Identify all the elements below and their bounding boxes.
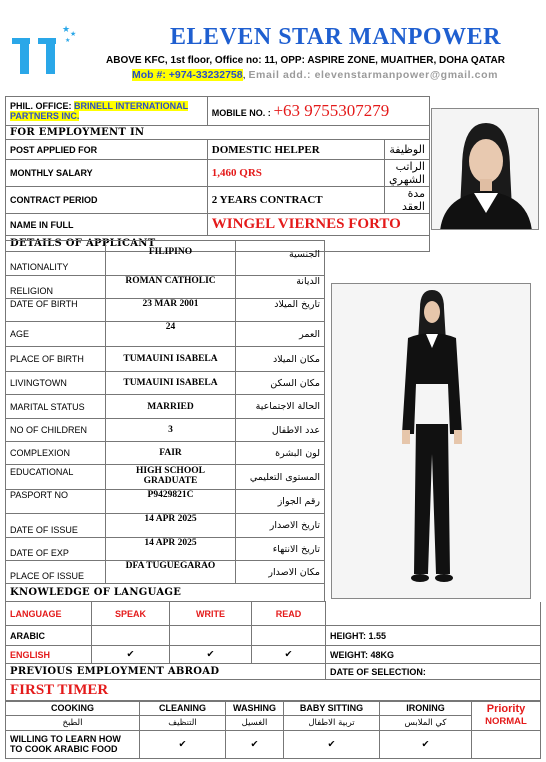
table-row: MARITAL STATUS MARRIED الحالة الاجتماعية bbox=[6, 395, 325, 419]
table-row: PASPORT NO P9429821C رقم الجواز bbox=[6, 490, 325, 514]
table-row: LANGUAGE SPEAK WRITE READ bbox=[6, 602, 541, 626]
priority-label: Priority bbox=[486, 703, 526, 716]
applicant-mobile: +63 9755307279 bbox=[273, 101, 390, 120]
table-row: PLACE OF BIRTH TUMAUINI ISABELA مكان الميلاد bbox=[6, 347, 325, 372]
svg-text:★: ★ bbox=[62, 24, 71, 34]
table-row: ENGLISH ✔ ✔ ✔ WEIGHT: 48KG bbox=[6, 646, 541, 664]
table-row: NO OF CHILDREN 3 عدد الاطفال bbox=[6, 419, 325, 442]
company-email: Email add.: elevenstarmanpower@gmail.com bbox=[248, 69, 499, 81]
table-row: DATE OF EXP 14 APR 2025 تاريخ الانتهاء bbox=[6, 538, 325, 561]
applicant-name: WINGEL VIERNES FORTO bbox=[207, 214, 429, 236]
employment-section-title: FOR EMPLOYMENT IN bbox=[6, 126, 430, 140]
mobile-label: MOBILE NO. : bbox=[211, 108, 271, 118]
table-row: COMPLEXION FAIR لون البشرة bbox=[6, 442, 325, 465]
table-row: POST APPLIED FOR DOMESTIC HELPER الوظيفة bbox=[6, 140, 430, 160]
svg-text:★: ★ bbox=[65, 38, 71, 44]
first-timer: FIRST TIMER bbox=[6, 680, 541, 702]
full-body-photo bbox=[331, 283, 531, 599]
table-row: DATE OF ISSUE 14 APR 2025 تاريخ الاصدار bbox=[6, 514, 325, 538]
table-row: WILLING TO LEARN HOW TO COOK ARABIC FOOD ✔ ✔ ✔ ✔ bbox=[6, 731, 541, 759]
table-row: RELIGION ROMAN CATHOLIC الديانة bbox=[6, 276, 325, 299]
table-row: DATE OF BIRTH 23 MAR 2001 تاريخ الميلاد bbox=[6, 299, 325, 322]
height-value: HEIGHT: 1.55 bbox=[326, 626, 541, 646]
employment-table bbox=[5, 96, 430, 252]
details-section-title: DETAILS OF APPLICANT bbox=[6, 236, 430, 252]
table-row: PLACE OF ISSUE DFA TUGUEGARAO مكان الاصدار bbox=[6, 561, 325, 584]
passport-photo bbox=[431, 108, 539, 230]
company-name: ELEVEN STAR MANPOWER bbox=[170, 24, 501, 50]
date-of-selection: DATE OF SELECTION: bbox=[326, 664, 541, 680]
priority-cell bbox=[472, 701, 541, 731]
mobile-cell bbox=[207, 97, 429, 126]
language-section-title: KNOWLEDGE OF LANGUAGE bbox=[6, 584, 325, 602]
company-logo bbox=[10, 22, 80, 76]
priority-value: NORMAL bbox=[485, 716, 527, 728]
table-row: LIVINGTOWN TUMAUINI ISABELA مكان السكن bbox=[6, 372, 325, 395]
table-row: CONTRACT PERIOD 2 YEARS CONTRACT مدة العقد bbox=[6, 187, 430, 214]
table-row: ARABIC HEIGHT: 1.55 bbox=[6, 626, 541, 646]
skills-table bbox=[5, 700, 541, 759]
cooking-note: WILLING TO LEARN HOW TO COOK ARABIC FOOD bbox=[6, 731, 140, 759]
table-row: COOKING CLEANING WASHING BABY SITTING IRONING Priority NORMAL bbox=[6, 701, 541, 716]
details-table bbox=[5, 240, 325, 602]
previous-section-title: PREVIOUS EMPLOYMENT ABROAD bbox=[6, 664, 326, 680]
table-row bbox=[6, 214, 430, 236]
office-label: PHIL. OFFICE: bbox=[10, 101, 72, 111]
table-row: EDUCATIONAL HIGH SCHOOL GRADUATE المستوى التعليمي bbox=[6, 465, 325, 490]
company-mobile: Mob #: +974-33232758 bbox=[132, 69, 243, 81]
language-table bbox=[5, 601, 541, 702]
weight-value: WEIGHT: 48KG bbox=[326, 646, 541, 664]
table-row: الطبخ التنظيف الغسيل تربية الاطفال كي الملابس bbox=[6, 716, 541, 731]
office-name: BRINELL INTERNATIONAL PARTNERS INC. bbox=[10, 101, 189, 121]
table-row: NATIONALITY FILIPINO الجنسية bbox=[6, 241, 325, 276]
office-cell bbox=[6, 97, 208, 126]
company-address: ABOVE KFC, 1st floor, Office no: 11, OPP: ASPIRE ZONE, MUAITHER, DOHA QATAR bbox=[106, 55, 505, 66]
name-label: NAME IN FULL bbox=[6, 214, 208, 236]
table-row: AGE 24 العمر bbox=[6, 322, 325, 347]
table-row: MONTHLY SALARY 1,460 QRS الراتب الشهري bbox=[6, 160, 430, 187]
contact-line: Mob #: +974-33232758, Email add.: elevenstarmanpower@gmail.com bbox=[132, 69, 499, 81]
svg-text:★: ★ bbox=[70, 31, 77, 38]
